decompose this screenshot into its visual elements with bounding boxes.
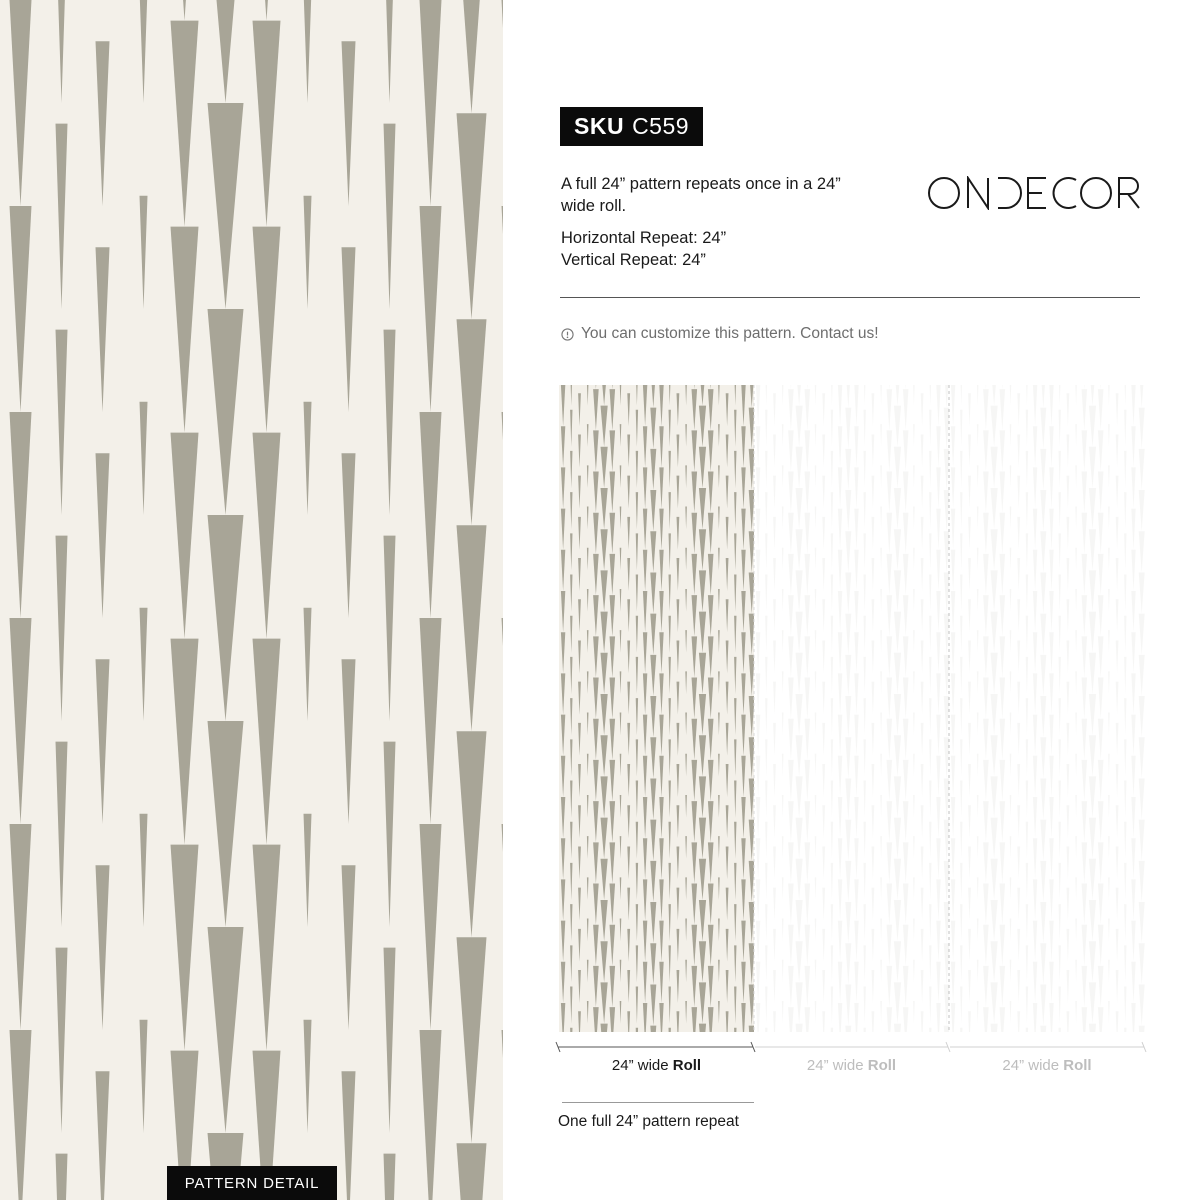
pattern-description: A full 24” pattern repeats once in a 24” wide roll. [561,175,841,215]
roll-preview-2 [754,385,949,1032]
pattern-spike [765,1028,767,1032]
sku-prefix: SKU [574,113,625,139]
pattern-spike [669,1028,671,1032]
pattern-spike [699,1024,706,1032]
pattern-spike [991,1024,998,1032]
roll-width-text: 24” wide [806,1057,868,1074]
pattern-detail-label: PATTERN DETAIL [167,1166,337,1200]
repeat-indicator-line [562,1102,754,1103]
pattern-spike [796,1024,803,1032]
roll-width-text: 24” wide [611,1057,673,1074]
pattern-spike [1026,1028,1028,1032]
pattern-spike [1040,1026,1046,1032]
pattern-spike [864,1028,866,1032]
roll-seam [753,385,755,1032]
horizontal-repeat: Horizontal Repeat: 24” [561,229,727,247]
ondecor-logo [928,176,1140,210]
vertical-repeat: Vertical Repeat: 24” [561,251,706,269]
sku-code: C559 [632,113,690,139]
pattern-spike [894,1024,901,1032]
pattern-spike [831,1028,833,1032]
roll-preview-3 [949,385,1145,1032]
pattern-spike [1139,1026,1145,1032]
pattern-spike [1089,1024,1096,1032]
pattern-spike [929,1028,931,1032]
pattern-spike [384,1154,396,1200]
pattern-detail-image [0,0,503,1200]
roll-width-text: 24” wide [1002,1057,1064,1074]
pattern-spike [650,1026,656,1032]
pattern-spike [1059,1028,1061,1032]
pattern-spike [601,1024,608,1032]
roll-width-dimensions [555,1041,1150,1053]
sku-badge [560,107,703,146]
pattern-spike [570,1028,572,1032]
roll-preview-1 [559,385,754,1032]
customize-note-text: You can customize this pattern. Contact us! [581,325,879,342]
divider [560,297,1140,298]
pattern-spike [845,1026,851,1032]
pattern-spike [457,1143,487,1200]
pattern-spike [1124,1028,1126,1032]
pattern-spike [636,1028,638,1032]
customize-note[interactable] [561,325,879,343]
roll-text: Roll [867,1057,897,1074]
roll-label-3 [949,1057,1145,1074]
repeat-label: One full 24” pattern repeat [558,1113,739,1130]
pattern-spike [734,1028,736,1032]
roll-text: Roll [672,1057,702,1074]
roll-seam [948,385,950,1032]
roll-label-1 [559,1057,754,1074]
roll-label-2 [754,1057,949,1074]
roll-text: Roll [1063,1057,1092,1074]
info-icon [561,328,574,341]
roll-previews [559,385,1145,1032]
pattern-spike [56,1154,68,1200]
pattern-spike [960,1028,962,1032]
